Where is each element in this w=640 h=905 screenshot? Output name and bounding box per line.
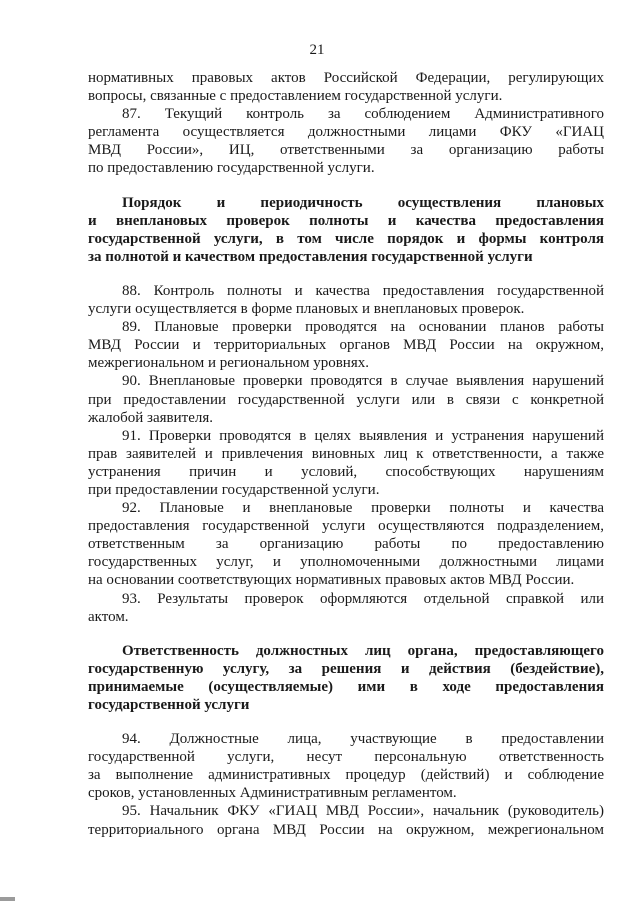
- text-line: государственной услуги: [88, 697, 250, 713]
- text-line: 87. Текущий контроль за соблюдением Административного: [122, 106, 604, 123]
- text-line: на основании соответствующих нормативных правовых актов МВД России.: [88, 572, 575, 589]
- paragraph: [88, 282, 604, 318]
- text-line: сроков, установленных Административным регламентом.: [88, 785, 457, 802]
- text-line: принимаемые (осуществляемые) ими в ходе предоставления: [88, 678, 604, 695]
- text-line: прав заявителей и привлечения виновных лиц к ответственности, а также: [88, 445, 604, 462]
- text-line: вопросы, связанные с предоставлением государственной услуги.: [88, 88, 503, 105]
- text-line: за выполнение административных процедур (действий) и соблюдение: [88, 767, 604, 784]
- text-line: МВД России», ИЦ, ответственными за организацию работы: [88, 142, 604, 159]
- text-line: и внеплановых проверок полноты и качества предоставления: [88, 212, 604, 229]
- page-number: 21: [309, 42, 325, 58]
- text-line: государственную услугу, за решения и действия (бездействие),: [88, 660, 604, 677]
- text-line: регламента осуществляется должностными лицами ФКУ «ГИАЦ: [88, 124, 604, 141]
- paragraph: [88, 499, 604, 589]
- paragraph: [88, 69, 604, 105]
- text-line: Ответственность должностных лиц органа, предоставляющего: [122, 642, 604, 659]
- text-line: 93. Результаты проверок оформляются отдельной справкой или: [122, 590, 604, 607]
- document-body: [88, 69, 604, 839]
- text-line: услуги осуществляется в форме плановых и внеплановых проверок.: [88, 301, 525, 318]
- text-line: 90. Внеплановые проверки проводятся в случае выявления нарушений: [122, 373, 604, 390]
- text-line: МВД России и территориальных органов МВД России на окружном,: [88, 337, 604, 354]
- text-line: 89. Плановые проверки проводятся на основании планов работы: [122, 319, 604, 336]
- paragraph: [88, 105, 604, 177]
- text-line: ответственным за организацию работы по предоставлению: [88, 536, 604, 553]
- text-line: 88. Контроль полноты и качества предоставления государственной: [122, 282, 604, 299]
- text-line: государственных услуг, и уполномоченными должностными лицами: [88, 554, 604, 571]
- section-heading: [88, 194, 604, 266]
- text-line: территориального органа МВД России на окружном, межрегиональном: [88, 821, 604, 838]
- section-heading: [88, 642, 604, 714]
- text-line: при предоставлении государственной услуги или в связи с конкретной: [88, 391, 604, 408]
- text-line: Порядок и периодичность осуществления плановых: [122, 194, 604, 211]
- text-line: 91. Проверки проводятся в целях выявления и устранения нарушений: [122, 427, 604, 444]
- paragraph: [88, 427, 604, 499]
- text-line: 92. Плановые и внеплановые проверки полноты и качества: [122, 500, 604, 517]
- paragraph: [88, 802, 604, 838]
- text-line: предоставления государственной услуги осуществляются подразделением,: [88, 518, 604, 535]
- scan-artifact-mark: [0, 897, 15, 901]
- text-line: при предоставлении государственной услуги.: [88, 481, 380, 498]
- paragraph: [88, 318, 604, 372]
- text-line: нормативных правовых актов Российской Федерации, регулирующих: [88, 70, 604, 86]
- text-line: по предоставлению государственной услуги.: [88, 160, 375, 177]
- text-line: 94. Должностные лица, участвующие в предоставлении: [122, 731, 604, 748]
- text-line: устранения причин и условий, способствующих нарушениям: [88, 463, 604, 480]
- paragraph: [88, 372, 604, 426]
- text-line: за полнотой и качеством предоставления государственной услуги: [88, 248, 533, 265]
- text-line: межрегиональном и региональном уровнях.: [88, 355, 369, 372]
- text-line: государственной услуги, несут персональную ответственность: [88, 749, 604, 766]
- text-line: актом.: [88, 608, 129, 625]
- paragraph: [88, 590, 604, 626]
- text-line: государственной услуги, в том числе порядок и формы контроля: [88, 230, 604, 247]
- text-line: жалобой заявителя.: [88, 409, 213, 426]
- paragraph: [88, 730, 604, 802]
- text-line: 95. Начальник ФКУ «ГИАЦ МВД России», начальник (руководитель): [122, 803, 604, 820]
